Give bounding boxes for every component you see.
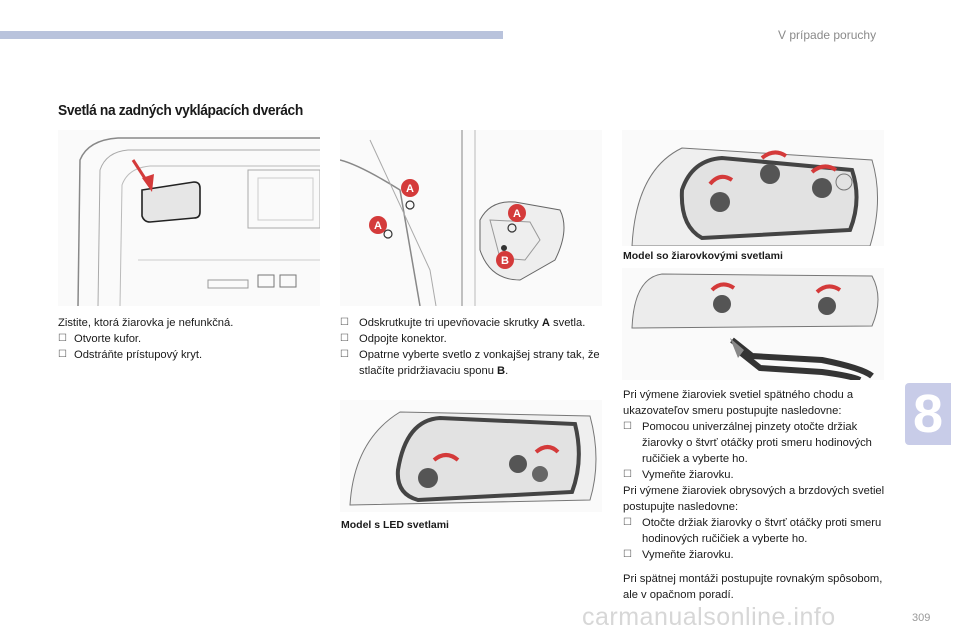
watermark: carmanualsonline.info <box>582 603 836 631</box>
checkbox-icon: ☐ <box>623 469 632 480</box>
callout-a-label: A <box>513 208 521 220</box>
light-fixing-screws-illustration <box>340 130 602 306</box>
checkbox-icon: ☐ <box>340 333 349 344</box>
led-lamp-illustration <box>340 400 602 512</box>
paragraph-sidelamp-brake: Pri výmene žiaroviek obrysových a brzdových svetiel postupujte nasledovne: <box>623 485 885 513</box>
right-instructions <box>623 387 885 603</box>
page-number: 309 <box>912 612 931 624</box>
list-item: ☐ Vymeňte žiarovku. <box>623 549 734 561</box>
callout-a-label: A <box>406 183 414 195</box>
callout-a-upper <box>401 179 419 197</box>
list-item: ☐ Otvorte kufor. <box>58 333 142 345</box>
checkbox-icon: ☐ <box>58 333 67 344</box>
middle-instructions <box>340 315 602 379</box>
checkbox-icon: ☐ <box>623 549 632 560</box>
checkbox-icon: ☐ <box>623 421 632 432</box>
list-item: ☐ Odstráňte prístupový kryt. <box>58 349 203 361</box>
list-item: ☐ Vymeňte žiarovku. <box>623 469 734 481</box>
callout-b-label: B <box>501 255 509 267</box>
callout-b <box>496 251 514 269</box>
bulb-holder-pliers-illustration <box>622 268 884 380</box>
callout-a-right <box>508 204 526 222</box>
list-item: ☐ Opatrne vyberte svetlo z vonkajšej strany tak, že stlačíte pridržiavaciu sponu B. <box>340 349 600 377</box>
chapter-title: V prípade poruchy <box>778 28 877 42</box>
list-item: ☐ Odpojte konektor. <box>340 333 447 345</box>
checkbox-icon: ☐ <box>58 349 67 360</box>
header-accent-bar <box>0 31 503 39</box>
list-item: ☐ Odskrutkujte tri upevňovacie skrutky A svetla. <box>340 317 586 329</box>
list-item: ☐ Otočte držiak žiarovky o štvrť otáčky proti smeru hodinových ručičiek a vyberte ho. <box>623 517 882 545</box>
callout-a-label: A <box>374 220 382 232</box>
callout-a-lower <box>369 216 387 234</box>
caption-incandescent-model: Model so žiarovkovými svetlami <box>623 250 783 262</box>
incandescent-lamp-illustration <box>622 130 884 246</box>
intro-text: Zistite, ktorá žiarovka je nefunkčná. <box>58 317 234 329</box>
paragraph-refitting: Pri spätnej montáži postupujte rovnakým spôsobom, ale v opačnom poradí. <box>623 573 883 601</box>
checkbox-icon: ☐ <box>340 349 349 360</box>
chapter-tab: 8 <box>905 383 951 445</box>
section-title: Svetlá na zadných vyklápacích dverách <box>58 102 303 119</box>
left-instructions <box>58 315 318 363</box>
caption-led-model: Model s LED svetlami <box>341 519 449 531</box>
paragraph-reverse-indicator: Pri výmene žiaroviek svetiel spätného chodu a ukazovateľov smeru postupujte nasledovne: <box>623 389 854 417</box>
trunk-access-cover-illustration <box>58 130 320 306</box>
checkbox-icon: ☐ <box>340 317 349 328</box>
list-item: ☐ Pomocou univerzálnej pinzety otočte držiak žiarovky o štvrť otáčky proti smeru hodinových ručičiek a vyberte ho. <box>623 421 872 465</box>
checkbox-icon: ☐ <box>623 517 632 528</box>
